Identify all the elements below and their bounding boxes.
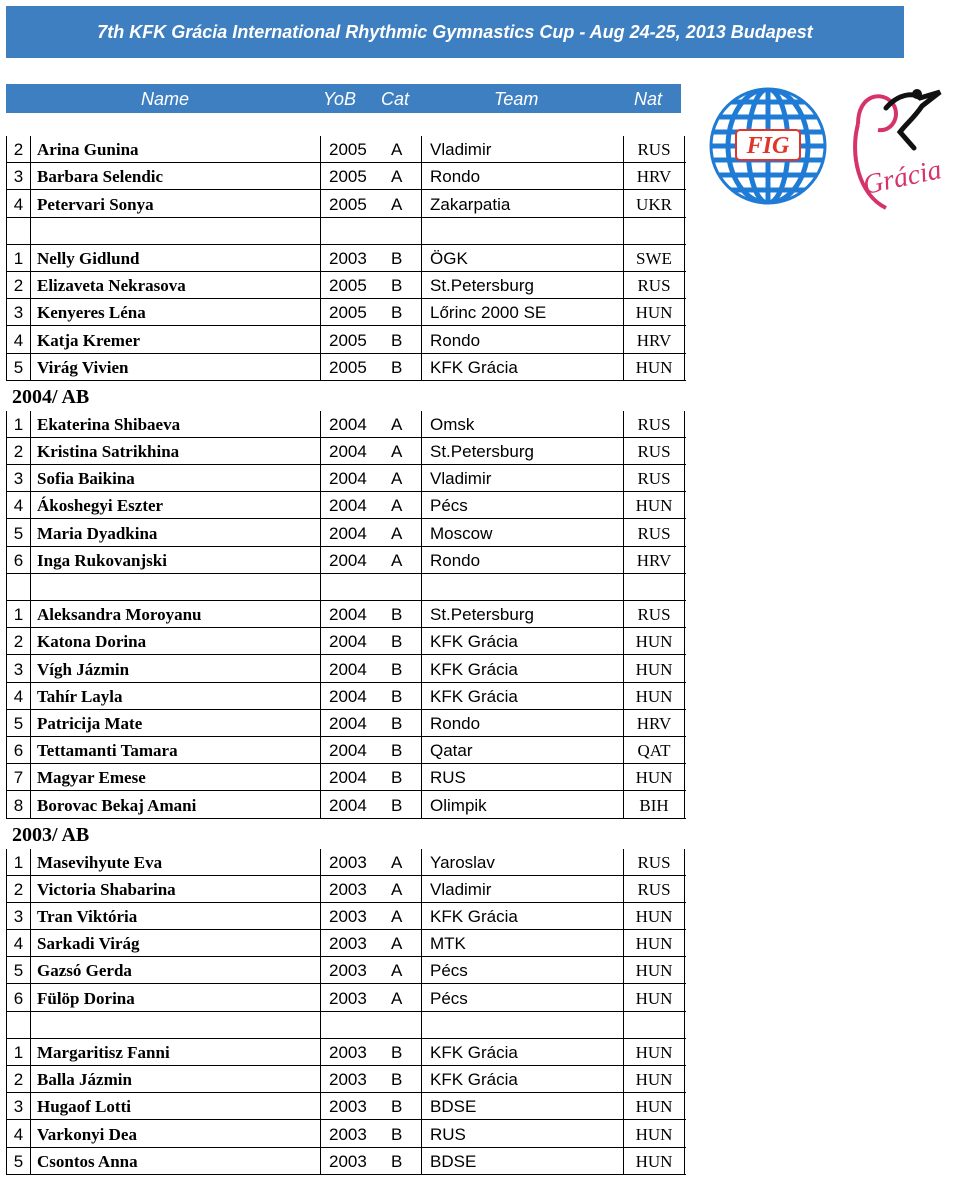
blank-row xyxy=(6,574,686,601)
nat-cell: HUN xyxy=(623,299,685,325)
name-cell: Sarkadi Virág xyxy=(30,930,320,956)
cat-cell: B xyxy=(391,330,403,350)
team-cell: St.Petersburg xyxy=(421,438,623,464)
rank-cell: 3 xyxy=(6,655,30,681)
yob-cell: 2004 xyxy=(320,655,387,681)
team-cell: BDSE xyxy=(421,1148,623,1174)
gracia-gymnast-logo-icon xyxy=(855,89,944,208)
table-row xyxy=(6,876,686,903)
team-cell: Vladimir xyxy=(421,876,623,902)
table-row xyxy=(6,245,686,272)
cat-cell: B xyxy=(391,1070,403,1090)
nat-cell: HRV xyxy=(623,163,685,189)
table-row xyxy=(6,272,686,299)
yob-cell: 2003 xyxy=(320,1120,387,1146)
team-cell: Moscow xyxy=(421,519,623,545)
nat-cell: RUS xyxy=(623,519,685,545)
yob-cell: 2003 xyxy=(320,930,387,956)
rank-cell: 2 xyxy=(6,272,30,298)
nat-cell: RUS xyxy=(623,601,685,627)
nat-cell: RUS xyxy=(623,849,685,875)
name-cell: Barbara Selendic xyxy=(30,163,320,189)
cat-cell: B xyxy=(391,1097,403,1117)
rank-cell xyxy=(6,574,30,600)
team-cell: KFK Grácia xyxy=(421,655,623,681)
table-row xyxy=(6,849,686,876)
section-header xyxy=(6,819,686,849)
team-cell: Pécs xyxy=(421,492,623,518)
yob-cell: 2003 xyxy=(320,1093,387,1119)
team-cell: Pécs xyxy=(421,984,623,1010)
team-cell: Vladimir xyxy=(421,136,623,162)
name-cell: Katona Dorina xyxy=(30,628,320,654)
name-cell: Arina Gunina xyxy=(30,136,320,162)
rank-cell: 4 xyxy=(6,1120,30,1146)
rank-cell: 6 xyxy=(6,547,30,573)
team-cell xyxy=(421,218,623,244)
name-cell xyxy=(30,218,320,244)
table-row xyxy=(6,710,686,737)
nat-cell: RUS xyxy=(623,136,685,162)
table-row xyxy=(6,519,686,546)
rank-cell: 3 xyxy=(6,163,30,189)
table-row xyxy=(6,465,686,492)
nat-cell: QAT xyxy=(623,737,685,763)
nat-cell: HUN xyxy=(623,903,685,929)
fig-globe-logo-icon xyxy=(708,84,960,224)
team-cell: KFK Grácia xyxy=(421,628,623,654)
cat-cell: A xyxy=(391,469,403,489)
rank-cell: 1 xyxy=(6,1039,30,1065)
nat-cell: HUN xyxy=(623,628,685,654)
name-cell: Aleksandra Moroyanu xyxy=(30,601,320,627)
name-cell: Ekaterina Shibaeva xyxy=(30,411,320,437)
event-title-banner xyxy=(6,6,904,58)
rank-cell xyxy=(6,218,30,244)
rank-cell: 1 xyxy=(6,245,30,271)
nat-cell: HRV xyxy=(623,326,685,352)
cat-cell: A xyxy=(391,523,403,543)
column-header-name: Name xyxy=(141,89,190,109)
team-cell: Lőrinc 2000 SE xyxy=(421,299,623,325)
cat-cell: A xyxy=(391,879,403,899)
yob-cell: 2005 xyxy=(320,326,387,352)
team-cell: BDSE xyxy=(421,1093,623,1119)
name-cell: Masevihyute Eva xyxy=(30,849,320,875)
yob-cell: 2004 xyxy=(320,492,387,518)
name-cell: Elizaveta Nekrasova xyxy=(30,272,320,298)
yob-cell: 2003 xyxy=(320,957,387,983)
team-cell: Zakarpatia xyxy=(421,190,623,216)
table-row xyxy=(6,1039,686,1066)
nat-cell: HUN xyxy=(623,930,685,956)
cat-cell: A xyxy=(391,550,403,570)
cat-cell: B xyxy=(391,768,403,788)
cat-cell: A xyxy=(391,852,403,872)
rank-cell: 5 xyxy=(6,354,30,380)
cat-cell: A xyxy=(391,496,403,516)
name-cell: Csontos Anna xyxy=(30,1148,320,1174)
cat-cell: A xyxy=(391,167,403,187)
nat-cell: HUN xyxy=(623,1066,685,1092)
yob-cell: 2003 xyxy=(320,984,387,1010)
blank-row xyxy=(6,218,686,245)
yob-cell: 2004 xyxy=(320,465,387,491)
name-cell: Patricija Mate xyxy=(30,710,320,736)
yob-cell: 2004 xyxy=(320,737,387,763)
column-header-yob: YoB xyxy=(323,89,357,109)
nat-cell: UKR xyxy=(623,190,685,216)
yob-cell: 2003 xyxy=(320,1039,387,1065)
yob-cell: 2004 xyxy=(320,683,387,709)
team-cell: KFK Grácia xyxy=(421,354,623,380)
nat-cell: HUN xyxy=(623,1039,685,1065)
nat-cell: SWE xyxy=(623,245,685,271)
rank-cell: 1 xyxy=(6,411,30,437)
table-row xyxy=(6,903,686,930)
yob-cell: 2004 xyxy=(320,628,387,654)
cat-cell: A xyxy=(391,988,403,1008)
nat-cell: HRV xyxy=(623,547,685,573)
team-cell: KFK Grácia xyxy=(421,1039,623,1065)
name-cell xyxy=(30,574,320,600)
fig-logo-text: FIG xyxy=(746,133,790,159)
yob-cell: 2004 xyxy=(320,519,387,545)
table-row xyxy=(6,1093,686,1120)
rank-cell: 7 xyxy=(6,764,30,790)
yob-cell: 2004 xyxy=(320,764,387,790)
team-cell: Omsk xyxy=(421,411,623,437)
team-cell: Rondo xyxy=(421,547,623,573)
rank-cell: 5 xyxy=(6,1148,30,1174)
yob-cell xyxy=(320,574,387,600)
nat-cell: HRV xyxy=(623,710,685,736)
cat-cell: B xyxy=(391,713,403,733)
results-table xyxy=(6,136,686,1175)
table-row xyxy=(6,984,686,1011)
team-cell: Rondo xyxy=(421,710,623,736)
yob-cell: 2004 xyxy=(320,791,387,817)
name-cell: Kenyeres Léna xyxy=(30,299,320,325)
column-header-bar xyxy=(6,84,681,113)
nat-cell: HUN xyxy=(623,984,685,1010)
yob-cell: 2005 xyxy=(320,299,387,325)
table-row xyxy=(6,930,686,957)
name-cell: Vígh Jázmin xyxy=(30,655,320,681)
table-row xyxy=(6,1066,686,1093)
table-row xyxy=(6,1148,686,1175)
nat-cell: RUS xyxy=(623,876,685,902)
table-row xyxy=(6,601,686,628)
rank-cell: 3 xyxy=(6,299,30,325)
yob-cell: 2004 xyxy=(320,601,387,627)
rank-cell: 3 xyxy=(6,1093,30,1119)
rank-cell xyxy=(6,1012,30,1038)
nat-cell: HUN xyxy=(623,354,685,380)
cat-cell: A xyxy=(391,442,403,462)
rank-cell: 8 xyxy=(6,791,30,817)
nat-cell xyxy=(623,218,685,244)
name-cell: Sofia Baikina xyxy=(30,465,320,491)
yob-cell: 2003 xyxy=(320,903,387,929)
yob-cell: 2003 xyxy=(320,1066,387,1092)
cat-cell: B xyxy=(391,632,403,652)
table-row xyxy=(6,354,686,381)
team-cell: Yaroslav xyxy=(421,849,623,875)
rank-cell: 4 xyxy=(6,930,30,956)
name-cell: Borovac Bekaj Amani xyxy=(30,791,320,817)
yob-cell: 2003 xyxy=(320,245,387,271)
name-cell: Katja Kremer xyxy=(30,326,320,352)
cat-cell xyxy=(387,218,421,244)
nat-cell: HUN xyxy=(623,1148,685,1174)
team-cell xyxy=(421,574,623,600)
rank-cell: 5 xyxy=(6,710,30,736)
nat-cell xyxy=(623,1012,685,1038)
cat-cell: A xyxy=(391,961,403,981)
table-row xyxy=(6,683,686,710)
name-cell: Ákoshegyi Eszter xyxy=(30,492,320,518)
name-cell: Hugaof Lotti xyxy=(30,1093,320,1119)
name-cell: Tran Viktória xyxy=(30,903,320,929)
yob-cell: 2005 xyxy=(320,272,387,298)
nat-cell: RUS xyxy=(623,465,685,491)
cat-cell: B xyxy=(391,741,403,761)
rank-cell: 4 xyxy=(6,326,30,352)
cat-cell: A xyxy=(391,907,403,927)
name-cell: Nelly Gidlund xyxy=(30,245,320,271)
cat-cell: B xyxy=(391,303,403,323)
rank-cell: 6 xyxy=(6,737,30,763)
name-cell: Tahír Layla xyxy=(30,683,320,709)
nat-cell: HUN xyxy=(623,1093,685,1119)
team-cell: Qatar xyxy=(421,737,623,763)
rank-cell: 6 xyxy=(6,984,30,1010)
nat-cell: HUN xyxy=(623,492,685,518)
table-row xyxy=(6,163,686,190)
cat-cell: B xyxy=(391,605,403,625)
table-row xyxy=(6,299,686,326)
name-cell: Victoria Shabarina xyxy=(30,876,320,902)
team-cell: Rondo xyxy=(421,326,623,352)
nat-cell xyxy=(623,574,685,600)
table-row xyxy=(6,190,686,217)
rank-cell: 2 xyxy=(6,136,30,162)
team-cell: KFK Grácia xyxy=(421,1066,623,1092)
yob-cell: 2005 xyxy=(320,190,387,216)
nat-cell: HUN xyxy=(623,655,685,681)
rank-cell: 1 xyxy=(6,849,30,875)
name-cell: Balla Jázmin xyxy=(30,1066,320,1092)
cat-cell: A xyxy=(391,934,403,954)
cat-cell: A xyxy=(391,140,403,160)
table-row xyxy=(6,737,686,764)
team-cell: Pécs xyxy=(421,957,623,983)
table-row xyxy=(6,411,686,438)
team-cell: RUS xyxy=(421,764,623,790)
rank-cell: 4 xyxy=(6,190,30,216)
name-cell: Maria Dyadkina xyxy=(30,519,320,545)
name-cell: Fülöp Dorina xyxy=(30,984,320,1010)
table-row xyxy=(6,957,686,984)
team-cell: RUS xyxy=(421,1120,623,1146)
table-row xyxy=(6,136,686,163)
yob-cell: 2005 xyxy=(320,163,387,189)
yob-cell: 2005 xyxy=(320,136,387,162)
name-cell: Gazsó Gerda xyxy=(30,957,320,983)
team-cell: Vladimir xyxy=(421,465,623,491)
rank-cell: 2 xyxy=(6,438,30,464)
section-header xyxy=(6,381,686,411)
yob-cell xyxy=(320,1012,387,1038)
table-row xyxy=(6,547,686,574)
blank-row xyxy=(6,1012,686,1039)
logos xyxy=(708,84,960,224)
yob-cell xyxy=(320,218,387,244)
nat-cell: RUS xyxy=(623,272,685,298)
column-header-cat: Cat xyxy=(381,89,410,109)
table-row xyxy=(6,1120,686,1147)
nat-cell: HUN xyxy=(623,957,685,983)
team-cell: St.Petersburg xyxy=(421,272,623,298)
gracia-logo-text: Grácia xyxy=(860,154,945,202)
cat-cell: A xyxy=(391,414,403,434)
team-cell: ÖGK xyxy=(421,245,623,271)
table-row xyxy=(6,492,686,519)
section-label: 2003/ AB xyxy=(12,823,90,846)
rank-cell: 3 xyxy=(6,903,30,929)
rank-cell: 4 xyxy=(6,683,30,709)
rank-cell: 5 xyxy=(6,957,30,983)
yob-cell: 2004 xyxy=(320,411,387,437)
cat-cell: B xyxy=(391,357,403,377)
event-title: 7th KFK Grácia International Rhythmic Gymnastics Cup - Aug 24-25, 2013 Budapest xyxy=(97,21,813,42)
table-row xyxy=(6,655,686,682)
nat-cell: HUN xyxy=(623,683,685,709)
name-cell: Magyar Emese xyxy=(30,764,320,790)
column-header-nat: Nat xyxy=(634,89,663,109)
cat-cell: B xyxy=(391,1151,403,1171)
team-cell: St.Petersburg xyxy=(421,601,623,627)
nat-cell: RUS xyxy=(623,438,685,464)
yob-cell: 2004 xyxy=(320,710,387,736)
yob-cell: 2004 xyxy=(320,438,387,464)
cat-cell: B xyxy=(391,1043,403,1062)
rank-cell: 3 xyxy=(6,465,30,491)
rank-cell: 5 xyxy=(6,519,30,545)
section-label: 2004/ AB xyxy=(12,385,90,408)
nat-cell: HUN xyxy=(623,764,685,790)
table-row xyxy=(6,764,686,791)
team-cell: KFK Grácia xyxy=(421,903,623,929)
cat-cell: B xyxy=(391,276,403,296)
name-cell: Virág Vivien xyxy=(30,354,320,380)
nat-cell: RUS xyxy=(623,411,685,437)
rank-cell: 2 xyxy=(6,1066,30,1092)
cat-cell xyxy=(387,574,421,600)
cat-cell: B xyxy=(391,659,403,679)
cat-cell xyxy=(387,1012,421,1038)
name-cell: Inga Rukovanjski xyxy=(30,547,320,573)
cat-cell: B xyxy=(391,686,403,706)
nat-cell: HUN xyxy=(623,1120,685,1146)
yob-cell: 2003 xyxy=(320,1148,387,1174)
name-cell: Kristina Satrikhina xyxy=(30,438,320,464)
cat-cell: B xyxy=(391,1124,403,1144)
nat-cell: BIH xyxy=(623,791,685,817)
table-row xyxy=(6,326,686,353)
table-row xyxy=(6,791,686,818)
rank-cell: 2 xyxy=(6,628,30,654)
rank-cell: 1 xyxy=(6,601,30,627)
team-cell xyxy=(421,1012,623,1038)
cat-cell: B xyxy=(391,795,403,815)
cat-cell: A xyxy=(391,194,403,214)
rank-cell: 4 xyxy=(6,492,30,518)
cat-cell: B xyxy=(391,248,403,268)
rank-cell: 2 xyxy=(6,876,30,902)
team-cell: MTK xyxy=(421,930,623,956)
name-cell: Margaritisz Fanni xyxy=(30,1039,320,1065)
name-cell: Tettamanti Tamara xyxy=(30,737,320,763)
yob-cell: 2003 xyxy=(320,849,387,875)
column-header-team: Team xyxy=(494,89,539,109)
yob-cell: 2004 xyxy=(320,547,387,573)
table-row xyxy=(6,628,686,655)
name-cell: Varkonyi Dea xyxy=(30,1120,320,1146)
name-cell xyxy=(30,1012,320,1038)
team-cell: Rondo xyxy=(421,163,623,189)
team-cell: Olimpik xyxy=(421,791,623,817)
yob-cell: 2003 xyxy=(320,876,387,902)
table-row xyxy=(6,438,686,465)
team-cell: KFK Grácia xyxy=(421,683,623,709)
name-cell: Petervari Sonya xyxy=(30,190,320,216)
yob-cell: 2005 xyxy=(320,354,387,380)
